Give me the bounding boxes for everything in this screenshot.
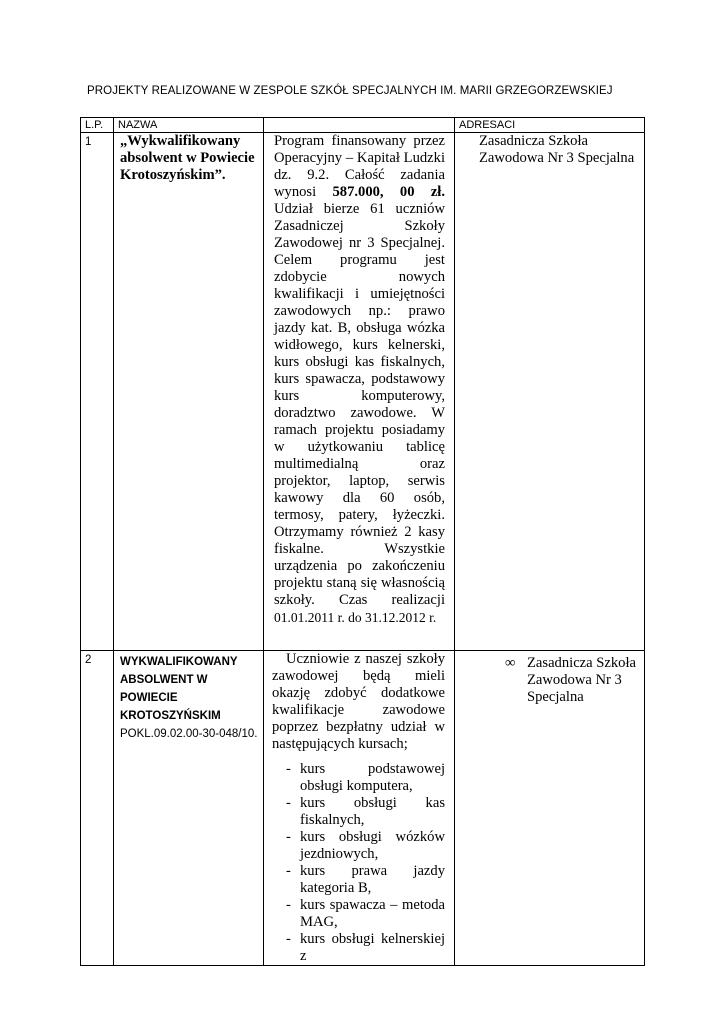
- header-description: [264, 118, 455, 133]
- description-text: Udział bierze 61 uczniów Zasadniczej Szkoły Zawodowej nr 3 Specjalnej. Celem programu jest zdobycie nowych kwalifikacji i umiejętności zawodowych np.: prawo jazdy kat. B, obsługa wózka widłowego, kurs kelnerski, kurs obsługi kas fiskalnych, kurs spawacza, podstawowy kurs komputerowy, doradztwo zawodowe. W ramach projektu posiadamy w użytkowaniu tablicę multimedialną oraz projektor, laptop, serwis kawowy dla 60 osób, termosy, patery, łyżeczki. Otrzymamy również 2 kasy fiskalne. Wszystkie urządzenia po zakończeniu projektu staną się własnością szkoły. Czas realizacji: [274, 201, 445, 608]
- header-name: NAZWA: [114, 118, 264, 133]
- list-item: - kurs obsługi kas fiskalnych,: [272, 795, 445, 829]
- list-item: - kurs prawa jazdy kategoria B,: [272, 863, 445, 897]
- project-description: [264, 133, 455, 651]
- header-recipients: ADRESACI: [455, 118, 645, 133]
- project-dates: 01.01.2011 r. do 31.12.2012 r.: [274, 610, 437, 625]
- project-description: [264, 651, 455, 966]
- project-name-title: WYKWALIFIKOWANY ABSOLWENT W POWIECIE KROTOSZYŃSKIM: [120, 656, 238, 722]
- bullet-symbol: ∞: [505, 655, 516, 671]
- project-amount: 587.000, 00 zł.: [332, 184, 446, 200]
- project-code: POKL.09.02.00-30-048/10.: [120, 728, 258, 740]
- project-recipients: [455, 651, 645, 966]
- projects-table: [80, 117, 645, 966]
- table-row: [81, 133, 645, 651]
- project-name: „Wykwalifikowany absolwent w Powiecie Krotoszyńskim”.: [114, 133, 264, 651]
- header-lp: L.P.: [81, 118, 114, 133]
- project-name: [114, 651, 264, 966]
- list-item: - kurs obsługi wózków jezdniowych,: [272, 829, 445, 863]
- table-row: [81, 651, 645, 966]
- description-intro: Uczniowie z naszej szkoły zawodowej będą mieli okazję zdobyć dodatkowe kwalifikacje zawodowe poprzez bezpłatny udział w następujących kursach;: [272, 651, 445, 752]
- courses-list: [272, 761, 445, 965]
- document-title: PROJEKTY REALIZOWANE W ZESPOLE SZKÓŁ SPECJALNYCH IM. MARII GRZEGORZEWSKIEJ: [87, 85, 613, 97]
- list-item: - kurs podstawowej obsługi komputera,: [272, 761, 445, 795]
- row-number: 2: [81, 651, 114, 966]
- description-text: Program finansowany przez Operacyjny – Kapitał Ludzki dz. 9.2. Całość zadania wynosi: [274, 133, 445, 200]
- list-item: - kurs spawacza – metoda MAG,: [272, 897, 445, 931]
- row-number: 1: [81, 133, 114, 651]
- table-header-row: [81, 118, 645, 133]
- recipients-text: Zasadnicza Szkoła Zawodowa Nr 3 Specjalna: [527, 655, 636, 705]
- project-recipients: Zasadnicza Szkoła Zawodowa Nr 3 Specjalna: [455, 133, 645, 651]
- list-item: - kurs obsługi kelnerskiej z: [272, 931, 445, 965]
